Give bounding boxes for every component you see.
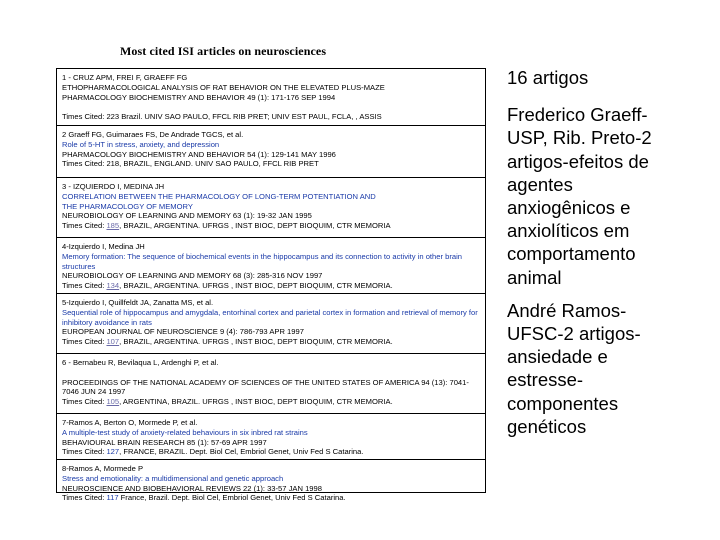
summary-line: comportamento: [507, 243, 636, 265]
entry-journal: NEUROBIOLOGY OF LEARNING AND MEMORY 68 (3): 285-316 NOV 1997: [62, 271, 323, 281]
times-cited: Times Cited: 127, FRANCE, BRAZIL. Dept. Biol Cel, Embriol Genet, Univ Fed S Catarina.: [62, 447, 364, 457]
entry-line: ETHOPHARMACOLOGICAL ANALYSIS OF RAT BEHAVIOR ON THE ELEVATED PLUS-MAZE: [62, 82, 385, 92]
entry-journal: BEHAVIOURAL BRAIN RESEARCH 85 (1): 57-69 APR 1997: [62, 437, 267, 447]
summary-line: animal: [507, 266, 562, 288]
summary-panel: [507, 66, 712, 438]
entry-title: A multiple-test study of anxiety-related behaviours in six inbred rat strains: [62, 427, 308, 437]
entry-authors: 8-Ramos A, Mormede P: [62, 464, 144, 473]
times-cited-link[interactable]: 134: [106, 281, 120, 291]
entry-title: Role of 5-HT in stress, anxiety, and depression: [62, 139, 220, 149]
graeff-summary: [507, 103, 712, 289]
citation-entry-1: [57, 69, 485, 125]
entry-authors: 6 - Bernabeu R, Bevilaqua L, Ardenghi P, et al.: [62, 358, 219, 367]
summary-line: agentes: [507, 173, 573, 195]
summary-line: estresse-: [507, 369, 584, 391]
times-cited: Times Cited: 223 Brazil. UNIV SAO PAULO, FFCL RIB PRET; UNIV EST PAUL, FCLA, , ASSIS: [62, 112, 382, 122]
citation-entry-6: [57, 353, 485, 413]
times-cited-count: 127: [106, 447, 120, 457]
entry-line: 1 - CRUZ APM, FREI F, GRAEFF FG: [62, 73, 188, 82]
summary-line: ansiedade e: [507, 346, 608, 368]
citation-entry-8: [57, 459, 485, 503]
ramos-summary: [507, 299, 712, 438]
summary-line: UFSC-2 artigos-: [507, 323, 641, 345]
citation-entry-4: [57, 237, 485, 293]
citation-entry-3: [57, 177, 485, 237]
times-cited-count: 117: [106, 493, 119, 503]
summary-line: André Ramos-: [507, 299, 627, 321]
summary-line: genéticos: [507, 415, 587, 437]
entry-authors: 4-Izquierdo I, Medina JH: [62, 242, 145, 251]
summary-line: componentes: [507, 392, 619, 414]
entry-journal: PHARMACOLOGY BIOCHEMISTRY AND BEHAVIOR 54 (1): 129-141 MAY 1996: [62, 149, 336, 159]
entry-authors: 7-Ramos A, Berton O, Mormede P, et al.: [62, 418, 198, 427]
entry-line: PHARMACOLOGY BIOCHEMISTRY AND BEHAVIOR 49 (1): 171-176 SEP 1994: [62, 92, 336, 102]
times-cited-link[interactable]: 107: [106, 337, 120, 347]
citation-entry-2: [57, 125, 485, 177]
times-cited: Times Cited: 105, ARGENTINA, BRAZIL. UFRGS , INST BIOC, DEPT BIOQUIM, CTR MEMORIA.: [62, 397, 393, 407]
entry-authors: 5-Izquierdo I, Quillfeldt JA, Zanatta MS, et al.: [62, 298, 214, 307]
summary-line: anxiolíticos em: [507, 220, 630, 242]
times-cited: Times Cited: 117 France, Brazil. Dept. Biol Cel, Embriol Genet, Univ Fed S Catarina.: [62, 493, 346, 503]
entry-title: Stress and emotionality: a multidimensional and genetic approach: [62, 473, 284, 483]
entry-journal: PROCEEDINGS OF THE NATIONAL ACADEMY OF SCIENCES OF THE UNITED STATES OF AMERICA 94 (13): 7041-7046 JUN 24 1997: [62, 377, 469, 397]
entry-journal: NEUROBIOLOGY OF LEARNING AND MEMORY 63 (1): 19-32 JAN 1995: [62, 211, 312, 221]
citation-list: [56, 68, 486, 503]
entry-title: CORRELATION BETWEEN THE PHARMACOLOGY OF LONG-TERM POTENTIATION AND THE PHARMACOLOGY OF MEMORY: [62, 191, 376, 211]
entry-title: Sequential role of hippocampus and amygdala, entorhinal cortex and parietal cortex in formation and retrieval of memory for inhibitory avoidance in rats: [62, 307, 478, 327]
citation-entry-7: [57, 413, 485, 459]
summary-line: USP, Rib. Preto-2: [507, 127, 652, 149]
times-cited: Times Cited: 107, BRAZIL, ARGENTINA. UFRGS , INST BIOC, DEPT BIOQUIM, CTR MEMORIA.: [62, 337, 393, 347]
entry-journal: NEUROSCIENCE AND BIOBEHAVIORAL REVIEWS 22 (1): 33-57 JAN 1998: [62, 483, 322, 493]
summary-line: artigos-efeitos de: [507, 150, 649, 172]
entry-journal: EUROPEAN JOURNAL OF NEUROSCIENCE 9 (4): 786-793 APR 1997: [62, 327, 304, 337]
times-cited-link[interactable]: 185: [106, 221, 120, 231]
times-cited: Times Cited: 185, BRAZIL, ARGENTINA. UFRGS , INST BIOC, DEPT BIOQUIM, CTR MEMORIA: [62, 221, 391, 231]
times-cited: Times Cited: 218, BRAZIL, ENGLAND. UNIV SAO PAULO, FFCL RIB PRET: [62, 159, 319, 169]
article-count: 16 artigos: [507, 67, 589, 88]
times-cited: Times Cited: 134, BRAZIL, ARGENTINA. UFRGS , INST BIOC, DEPT BIOQUIM, CTR MEMORIA.: [62, 281, 393, 291]
entry-authors: 3 - IZQUIERDO I, MEDINA JH: [62, 182, 165, 191]
entry-authors: 2 Graeff FG, Guimaraes FS, De Andrade TGCS, et al.: [62, 130, 244, 139]
entry-title: Memory formation: The sequence of biochemical events in the hippocampus and its connection to activity in other brain structures: [62, 251, 463, 271]
summary-line: Frederico Graeff-: [507, 104, 648, 126]
citation-entry-5: [57, 293, 485, 353]
summary-line: anxiogênicos e: [507, 197, 631, 219]
page-heading: Most cited ISI articles on neurosciences: [120, 44, 327, 58]
times-cited-link[interactable]: 105: [106, 397, 120, 407]
